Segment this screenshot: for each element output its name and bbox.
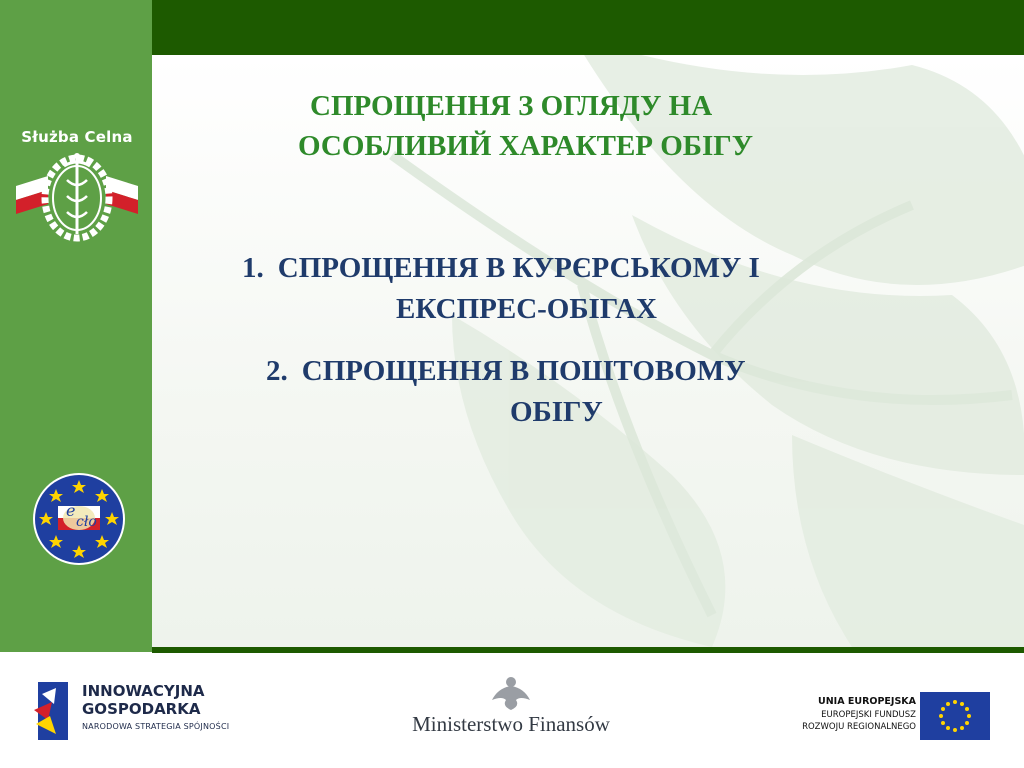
svg-text:cło: cło [76, 514, 97, 530]
innowacyjna-gospodarka-logo [30, 680, 230, 742]
ministerstwo-text: Ministerstwo Finansów [412, 712, 610, 736]
list-item [242, 248, 882, 330]
eclo-emblem-icon [32, 472, 126, 566]
ministerstwo-finansow-logo [398, 674, 624, 744]
list-item-text-line-1: СПРОЩЕННЯ В ПОШТОВОМУ [301, 355, 746, 387]
innowacyjna-text: INNOWACYJNA [82, 682, 205, 700]
slide-title [232, 86, 892, 166]
gospodarka-text: GOSPODARKA [82, 700, 201, 718]
sluzba-celna-logo [12, 124, 142, 244]
list-number: 2. [266, 355, 288, 387]
customs-emblem-icon [12, 150, 142, 242]
eagle-emblem-icon [398, 674, 624, 712]
svg-text:e: e [66, 501, 76, 520]
ue-text-3: ROZWOJU REGIONALNEGO [802, 722, 916, 732]
list-number: 1. [242, 252, 264, 284]
list-item-text-line-2: ОБІГУ [510, 396, 603, 428]
list-item-text-line-1: СПРОЩЕННЯ В КУРЄРСЬКОМУ І [277, 252, 760, 284]
sluzba-celna-text: Służba Celna [21, 128, 133, 146]
list-item [266, 351, 886, 433]
ue-text-1: UNIA EUROPEJSKA [818, 696, 916, 707]
strategia-text: NARODOWA STRATEGIA SPÓJNOŚCI [82, 722, 230, 731]
title-line-2: ОСОБЛИВИЙ ХАРАКТЕР ОБІГУ [298, 130, 753, 162]
left-sidebar [0, 0, 152, 652]
title-line-1: СПРОЩЕННЯ З ОГЛЯДУ НА [310, 90, 713, 122]
top-band [152, 0, 1024, 55]
innowacyjna-mark-icon [30, 680, 76, 742]
list-item-text-line-2: ЕКСПРЕС-ОБІГАХ [396, 293, 657, 325]
ue-text-2: EUROPEJSKI FUNDUSZ [821, 710, 916, 720]
unia-europejska-logo [780, 690, 994, 744]
eu-flag-icon [920, 692, 990, 740]
